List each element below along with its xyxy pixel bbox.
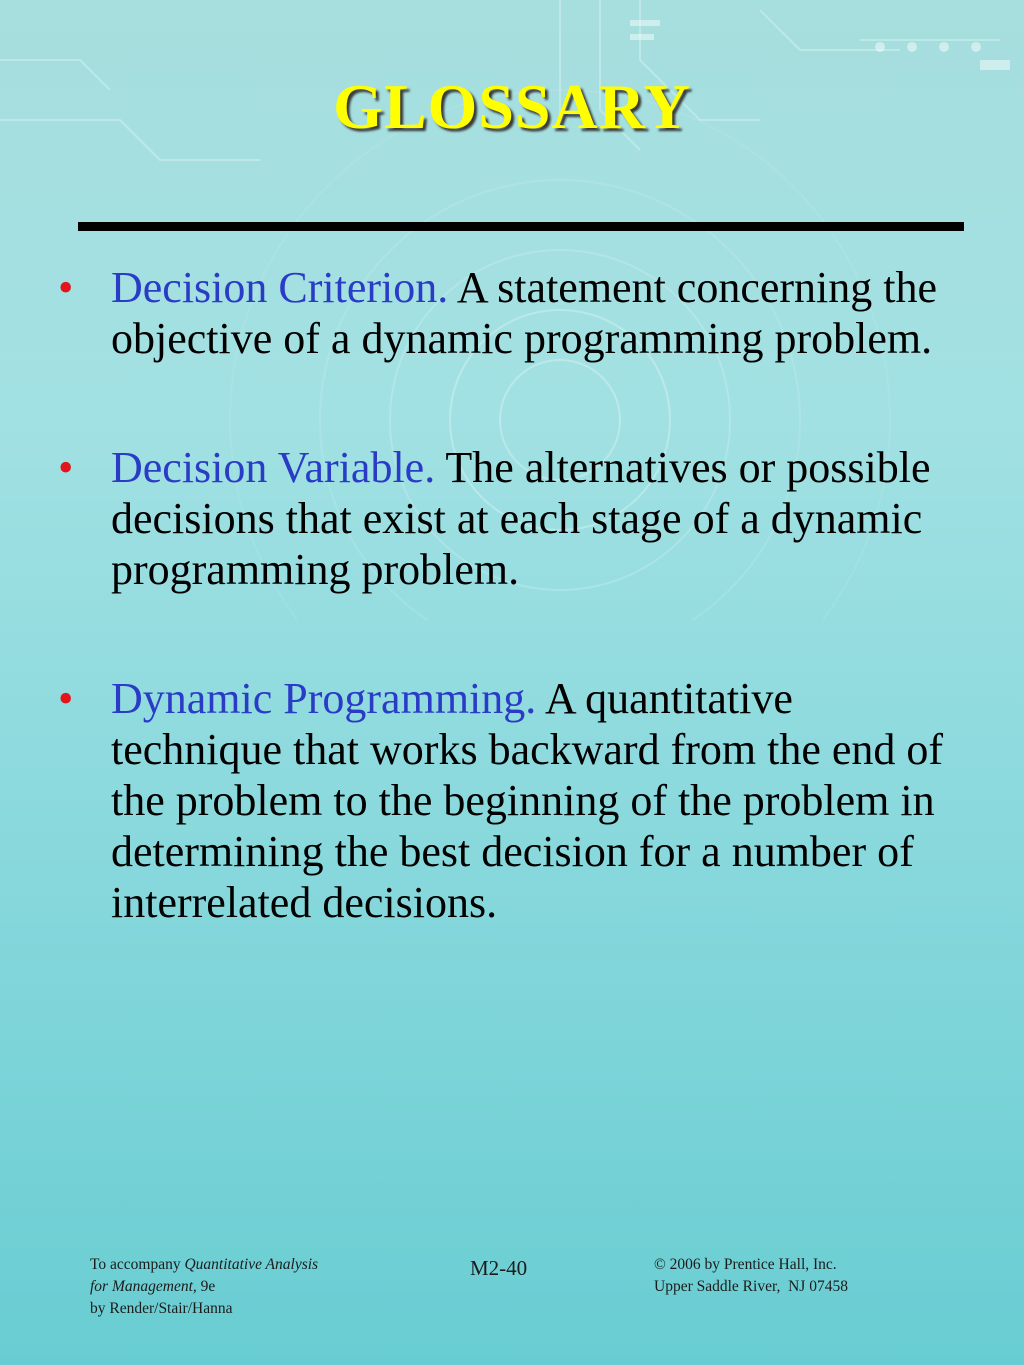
footer-prefix: To accompany [90, 1256, 185, 1273]
footer-book-credit [90, 1254, 318, 1320]
footer-authors: by Render/Stair/Hanna [90, 1300, 233, 1317]
copyright-line-1: © 2006 by Prentice Hall, Inc. [654, 1256, 837, 1273]
footer-book-title: Quantitative Analysis [184, 1256, 319, 1273]
footer-copyright [654, 1254, 848, 1298]
bullet-icon: • [58, 674, 74, 723]
glossary-term: Dynamic Programming. [111, 674, 537, 723]
slide-title: GLOSSARY [333, 71, 691, 142]
glossary-definition: A quantitative technique that works backward from the end of the problem to the beginning of the problem in determining the best decision for a number of interrelated decisions. [111, 674, 944, 927]
glossary-term: Decision Criterion. [111, 263, 449, 312]
glossary-entry [58, 673, 968, 928]
glossary-definition: A statement concerning the objective of a dynamic programming problem. [111, 263, 938, 363]
glossary-list [58, 262, 968, 928]
footer-edition: 9e [196, 1278, 216, 1295]
bullet-icon: • [58, 443, 74, 492]
title-divider [78, 222, 964, 231]
glossary-term: Decision Variable. [111, 443, 436, 492]
glossary-definition: The alternatives or possible decisions that exist at each stage of a dynamic programming problem. [111, 443, 931, 594]
bullet-icon: • [58, 263, 74, 312]
copyright-line-2: Upper Saddle River, NJ 07458 [654, 1278, 848, 1295]
slide-number: M2-40 [470, 1256, 528, 1280]
glossary-entry [58, 442, 968, 595]
glossary-entry [58, 262, 968, 364]
footer-book-title-2: for Management, [90, 1278, 197, 1295]
